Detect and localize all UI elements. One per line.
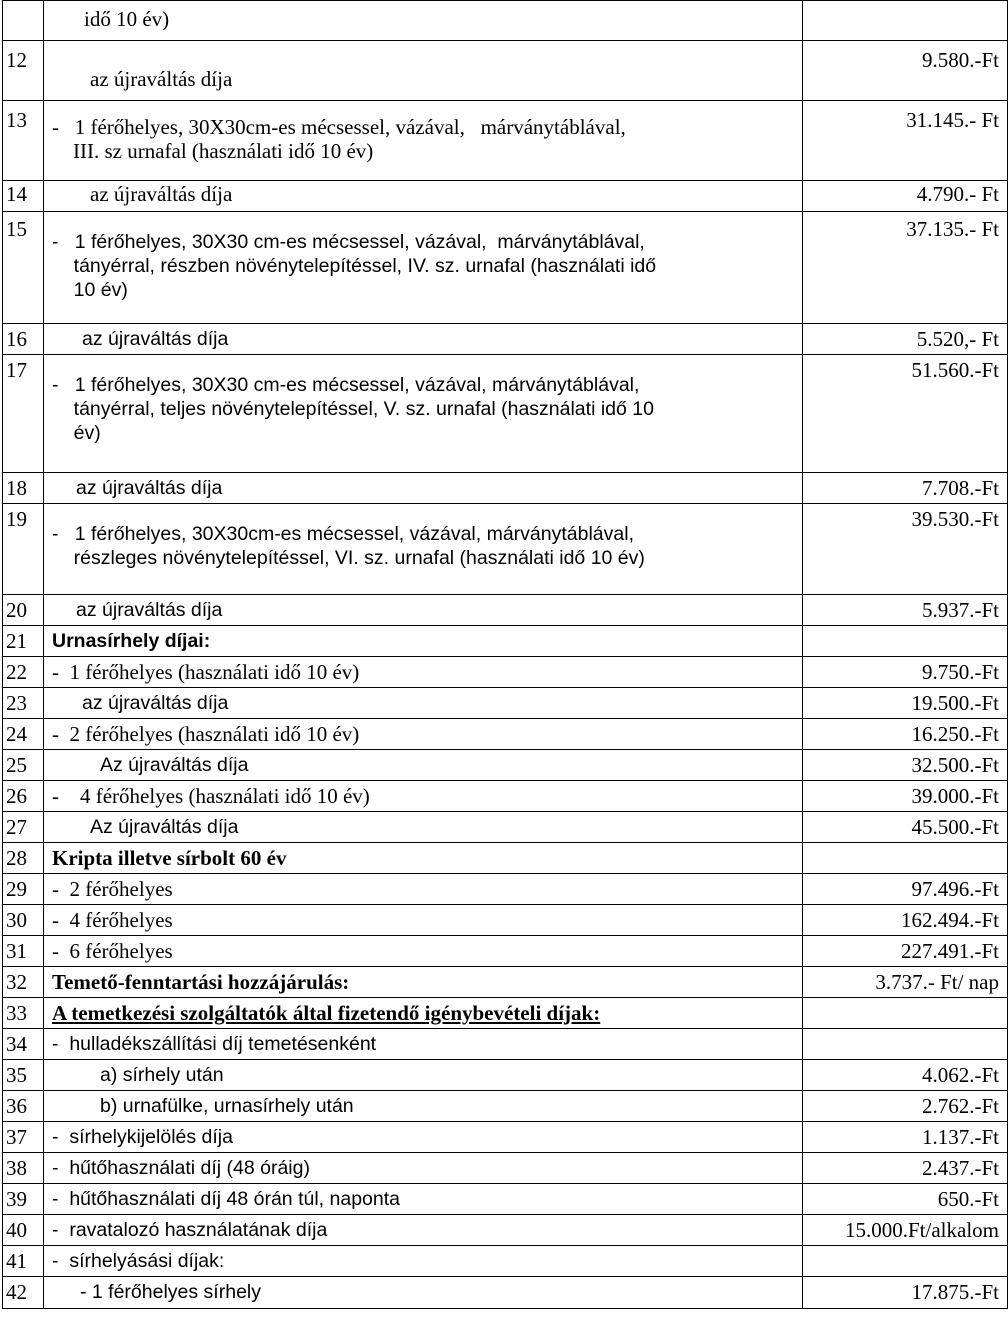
table-row [3, 905, 1008, 936]
table-row [3, 1246, 1008, 1277]
description-line: - 1 férőhelyes sírhely [80, 1281, 261, 1303]
row-number [3, 1, 44, 41]
description-line: Urnasírhely díjai: [52, 630, 211, 652]
fee-price: 4.790.- Ft [803, 181, 1008, 212]
row-number: 40 [3, 1215, 44, 1246]
row-number: 39 [3, 1184, 44, 1215]
description-line: az újraváltás díja [82, 692, 229, 714]
fee-description [44, 1060, 803, 1091]
table-row [3, 504, 1008, 595]
table-row [3, 657, 1008, 688]
table-row [3, 936, 1008, 967]
fee-description [44, 750, 803, 781]
table-row [3, 1122, 1008, 1153]
fee-price: 19.500.-Ft [803, 688, 1008, 719]
fee-description [44, 41, 803, 101]
fee-price [803, 1029, 1008, 1060]
description-line: Kripta illetve sírbolt 60 év [52, 846, 287, 870]
fee-table-body [3, 1, 1008, 1309]
table-row [3, 1060, 1008, 1091]
fee-description [44, 1184, 803, 1215]
fee-price: 5.937.-Ft [803, 595, 1008, 626]
table-row [3, 843, 1008, 874]
description-line: részleges növénytelepítéssel, VI. sz. urnafal (használati idő 10 év) [52, 547, 645, 569]
row-number: 29 [3, 874, 44, 905]
table-row [3, 101, 1008, 181]
description-line: tányérral, teljes növénytelepítéssel, V. sz. urnafal (használati idő 10 [52, 398, 654, 420]
description-line: III. sz urnafal (használati idő 10 év) [52, 139, 374, 163]
row-number: 35 [3, 1060, 44, 1091]
table-row [3, 473, 1008, 504]
row-number: 28 [3, 843, 44, 874]
description-line: az újraváltás díja [76, 599, 223, 621]
fee-price: 2.762.-Ft [803, 1091, 1008, 1122]
row-number: 34 [3, 1029, 44, 1060]
fee-price: 32.500.-Ft [803, 750, 1008, 781]
row-number: 13 [3, 101, 44, 181]
description-line: b) urnafülke, urnasírhely után [100, 1095, 354, 1117]
fee-description [44, 101, 803, 181]
description-line: év) [52, 422, 101, 444]
row-number: 42 [3, 1277, 44, 1309]
fee-price: 51.560.-Ft [803, 355, 1008, 473]
row-number: 36 [3, 1091, 44, 1122]
fee-description [44, 781, 803, 812]
row-number: 12 [3, 41, 44, 101]
row-number: 16 [3, 324, 44, 355]
table-row [3, 967, 1008, 998]
row-number: 41 [3, 1246, 44, 1277]
description-line: az újraváltás díja [90, 67, 233, 91]
description-line: 10 év) [52, 279, 128, 301]
row-number: 26 [3, 781, 44, 812]
fee-description [44, 936, 803, 967]
fee-description [44, 324, 803, 355]
description-line: - sírhelykijelölés díja [52, 1126, 233, 1148]
table-row [3, 1029, 1008, 1060]
description-line: - 2 férőhelyes [52, 877, 173, 901]
fee-price: 5.520,- Ft [803, 324, 1008, 355]
fee-price: 16.250.-Ft [803, 719, 1008, 750]
fee-description [44, 812, 803, 843]
description-line: - sírhelyásási díjak: [52, 1250, 225, 1272]
description-line: - 1 férőhelyes (használati idő 10 év) [52, 660, 360, 684]
fee-price: 97.496.-Ft [803, 874, 1008, 905]
row-number: 38 [3, 1153, 44, 1184]
table-row [3, 688, 1008, 719]
table-row [3, 812, 1008, 843]
row-number: 17 [3, 355, 44, 473]
table-row [3, 626, 1008, 657]
table-row [3, 1, 1008, 41]
row-number: 32 [3, 967, 44, 998]
row-number: 24 [3, 719, 44, 750]
fee-description [44, 1277, 803, 1309]
fee-description [44, 1, 803, 41]
fee-price: 9.580.-Ft [803, 41, 1008, 101]
description-line: idő 10 év) [84, 7, 170, 31]
table-row [3, 719, 1008, 750]
fee-description [44, 212, 803, 324]
fee-description [44, 905, 803, 936]
fee-price [803, 843, 1008, 874]
row-number: 18 [3, 473, 44, 504]
description-line: - 1 férőhelyes, 30X30cm-es mécsessel, vázával, márványtáblával, [52, 523, 635, 545]
row-number: 22 [3, 657, 44, 688]
row-number: 19 [3, 504, 44, 595]
fee-price: 650.-Ft [803, 1184, 1008, 1215]
table-row [3, 41, 1008, 101]
fee-description [44, 473, 803, 504]
description-line: Temető-fenntartási hozzájárulás: [52, 970, 350, 994]
row-number: 27 [3, 812, 44, 843]
table-row [3, 1184, 1008, 1215]
fee-price [803, 626, 1008, 657]
fee-price: 37.135.- Ft [803, 212, 1008, 324]
fee-price [803, 1, 1008, 41]
table-row [3, 1153, 1008, 1184]
description-line: - 1 férőhelyes, 30X30 cm-es mécsessel, vázával, márványtáblával, [52, 374, 640, 396]
fee-description [44, 843, 803, 874]
table-row [3, 1091, 1008, 1122]
description-line: az újraváltás díja [76, 477, 223, 499]
table-row [3, 181, 1008, 212]
fee-description [44, 1029, 803, 1060]
fee-description [44, 355, 803, 473]
fee-price: 15.000.Ft/alkalom [803, 1215, 1008, 1246]
fee-description [44, 1122, 803, 1153]
description-line: az újraváltás díja [82, 328, 229, 350]
description-line: tányérral, részben növénytelepítéssel, IV. sz. urnafal (használati idő [52, 255, 657, 277]
fee-price [803, 1246, 1008, 1277]
description-line: - hűtőhasználati díj (48 óráig) [52, 1157, 310, 1179]
table-row [3, 781, 1008, 812]
table-row [3, 998, 1008, 1029]
row-number: 15 [3, 212, 44, 324]
fee-description [44, 595, 803, 626]
fee-price: 7.708.-Ft [803, 473, 1008, 504]
fee-description [44, 688, 803, 719]
description-line: Az újraváltás díja [100, 754, 249, 776]
fee-table [2, 0, 1008, 1309]
description-line: - 1 férőhelyes, 30X30cm-es mécsessel, vázával, márványtáblával, [52, 115, 626, 139]
table-row [3, 750, 1008, 781]
fee-description [44, 967, 803, 998]
row-number: 31 [3, 936, 44, 967]
fee-description [44, 657, 803, 688]
fee-description [44, 719, 803, 750]
fee-price: 45.500.-Ft [803, 812, 1008, 843]
fee-description [44, 1246, 803, 1277]
fee-price: 39.530.-Ft [803, 504, 1008, 595]
fee-price: 162.494.-Ft [803, 905, 1008, 936]
table-row [3, 212, 1008, 324]
fee-description [44, 1091, 803, 1122]
fee-description [44, 181, 803, 212]
fee-price: 31.145.- Ft [803, 101, 1008, 181]
fee-description [44, 504, 803, 595]
fee-price: 17.875.-Ft [803, 1277, 1008, 1309]
table-row [3, 1215, 1008, 1246]
row-number: 25 [3, 750, 44, 781]
fee-description [44, 874, 803, 905]
description-line: - hulladékszállítási díj temetésenként [52, 1033, 377, 1055]
row-number: 37 [3, 1122, 44, 1153]
fee-description [44, 1153, 803, 1184]
row-number: 14 [3, 181, 44, 212]
row-number: 30 [3, 905, 44, 936]
row-number: 21 [3, 626, 44, 657]
fee-description [44, 998, 803, 1029]
fee-price: 1.137.-Ft [803, 1122, 1008, 1153]
table-row [3, 355, 1008, 473]
row-number: 33 [3, 998, 44, 1029]
fee-price: 39.000.-Ft [803, 781, 1008, 812]
description-line: - 4 férőhelyes (használati idő 10 év) [52, 784, 370, 808]
table-row [3, 874, 1008, 905]
table-row [3, 595, 1008, 626]
row-number: 20 [3, 595, 44, 626]
table-row [3, 1277, 1008, 1309]
fee-description [44, 626, 803, 657]
fee-price: 9.750.-Ft [803, 657, 1008, 688]
description-line: A temetkezési szolgáltatók által fizetendő igénybevételi díjak: [52, 1001, 601, 1025]
table-row [3, 324, 1008, 355]
description-line: a) sírhely után [100, 1064, 224, 1086]
fee-description [44, 1215, 803, 1246]
description-line: - 6 férőhelyes [52, 939, 173, 963]
description-line: - 1 férőhelyes, 30X30 cm-es mécsessel, vázával, márványtáblával, [52, 231, 645, 253]
fee-price: 227.491.-Ft [803, 936, 1008, 967]
fee-price: 4.062.-Ft [803, 1060, 1008, 1091]
description-line: Az újraváltás díja [90, 816, 239, 838]
fee-price: 2.437.-Ft [803, 1153, 1008, 1184]
description-line: - 4 férőhelyes [52, 908, 173, 932]
row-number: 23 [3, 688, 44, 719]
fee-price: 3.737.- Ft/ nap [803, 967, 1008, 998]
description-line: az újraváltás díja [90, 182, 233, 206]
description-line: - 2 férőhelyes (használati idő 10 év) [52, 722, 360, 746]
description-line: - ravatalozó használatának díja [52, 1219, 328, 1241]
fee-price [803, 998, 1008, 1029]
description-line: - hűtőhasználati díj 48 órán túl, naponta [52, 1188, 400, 1210]
